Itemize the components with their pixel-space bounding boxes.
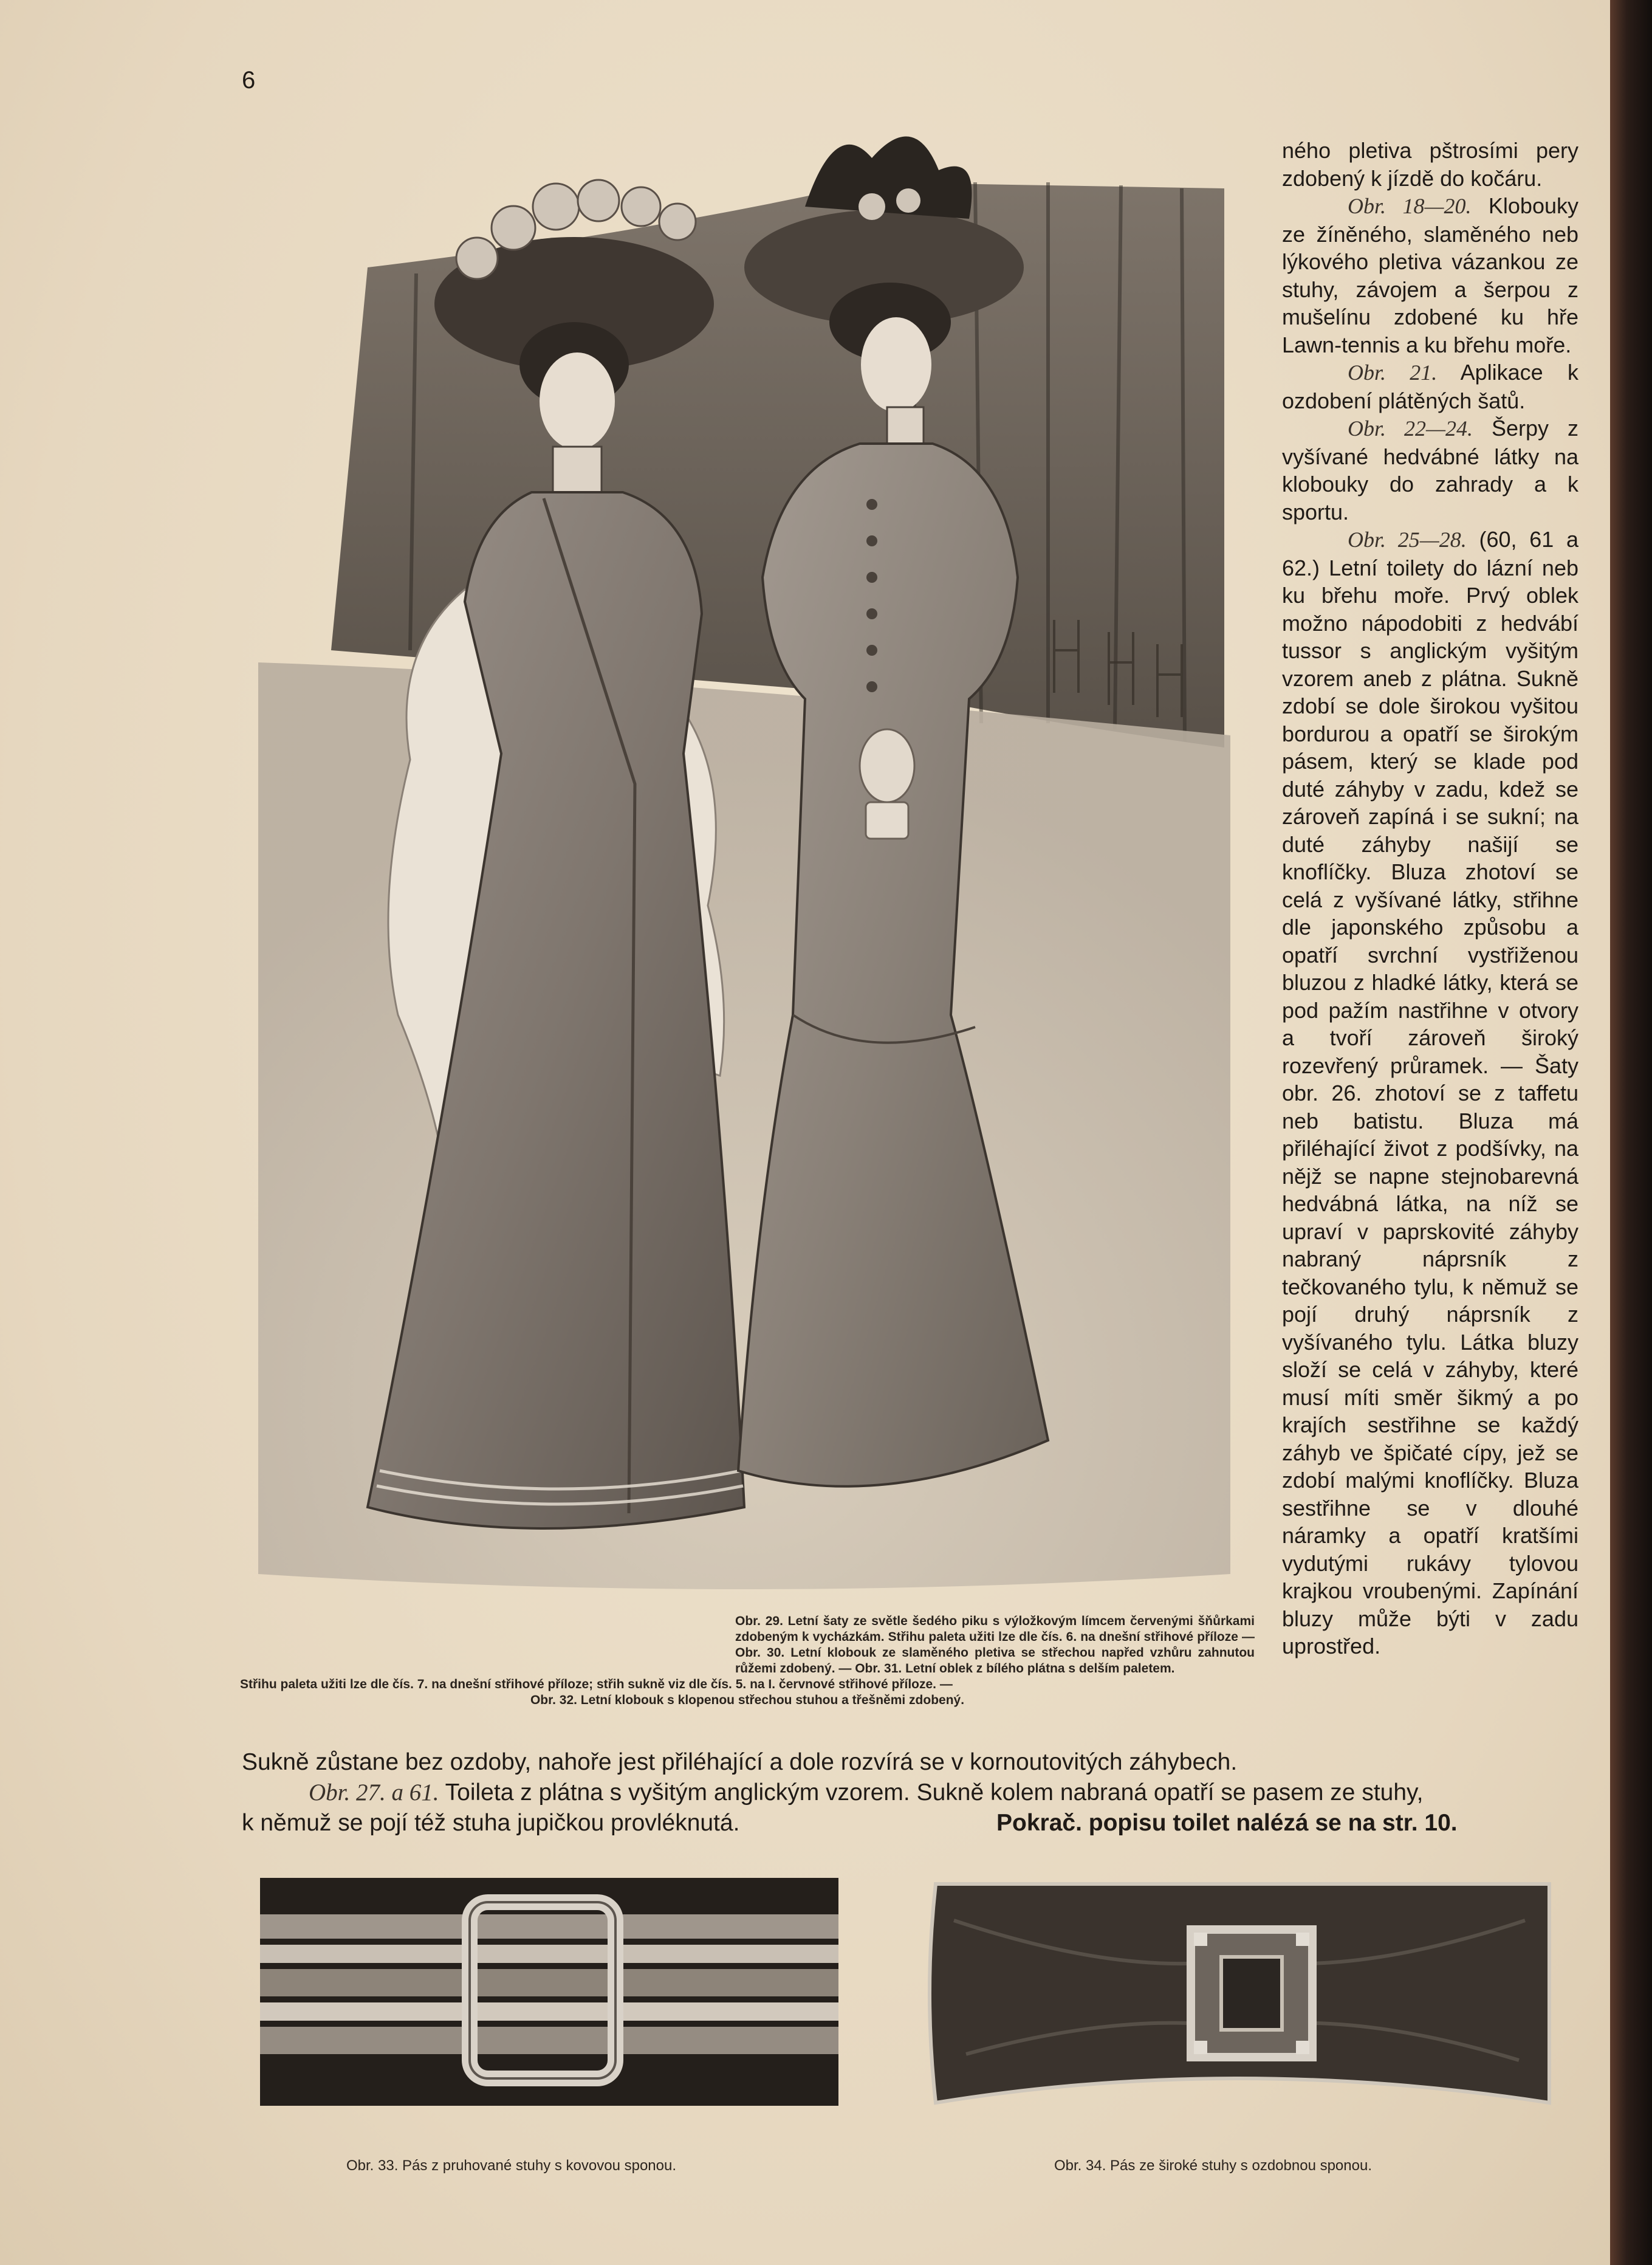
body-line-obr27	[242, 1778, 1578, 1808]
figure-ref: Obr. 21.	[1348, 360, 1438, 385]
body-line-k-nemuz: k němuž se pojí též stuha jupičkou provléknutá.	[242, 1810, 740, 1836]
right-text-column	[1282, 137, 1578, 1660]
belt-34-caption: Obr. 34. Pás ze široké stuhy s ozdobnou sponou.	[1054, 2157, 1372, 2174]
paragraph-text: Šerpy z vyšívané hedvábné látky na klobouky do zahrady a k sportu.	[1282, 416, 1579, 524]
illustration-drawing	[258, 115, 1230, 1604]
belt-33-caption: Obr. 33. Pás z pruhované stuhy s kovovou sponou.	[346, 2157, 676, 2174]
paragraph	[1282, 526, 1578, 1660]
caption-center-line: Obr. 32. Letní klobouk s klopenou střechou stuhou a třešněmi zdobený.	[530, 1693, 965, 1707]
paragraph	[1282, 414, 1578, 526]
caption-right-part: Obr. 29. Letní šaty ze světle šedého piku s výložkovým límcem červenými šňůrkami zdobeným k vycházkám. Střihu paleta užiti lze dle čís. 6. na dnešní střihové příloze — Obr. 30. Letní klobouk ze slaměného pletiva se střechou napřed vzhůru zahnutou růžemi zdobený. — Obr. 31. Letní oblek z bílého plátna s delším paletem.	[735, 1614, 1255, 1676]
belt-striped-ribbon-image	[260, 1878, 838, 2106]
body-line-text: Toileta z plátna s vyšitým anglickým vzorem. Sukně kolem nabraná opatří se pasem ze stuhy,	[439, 1779, 1424, 1806]
paragraph-text: Aplikace k ozdobení plátěných šatů.	[1282, 360, 1578, 413]
body-line-sukne: Sukně zůstane bez ozdoby, nahoře jest přiléhající a dole rozvírá se v kornoutovitých záhybech.	[242, 1749, 1238, 1775]
paragraph	[1282, 192, 1578, 359]
figure-ref: Obr. 27. a 61.	[309, 1779, 439, 1806]
continuation-note: Pokrač. popisu toilet nalézá se na str. 10.	[996, 1810, 1458, 1836]
figure-ref: Obr. 22—24.	[1348, 416, 1473, 441]
book-spine-edge	[1610, 0, 1652, 2265]
paragraph-text: (60, 61 a 62.) Letní toilety do lázní neb ku břehu moře. Prvý oblek možno nápodobiti z hedvábí tussor s anglickým vyšitým vzorem aneb z plátna. Sukně zdobí se dole širokou vyšitou bordurou a opatří se širokým pásem, který se klade pod duté záhyby v zadu, kdež se zároveň zapíná i se sukní; na duté záhyby našijí se knoflíčky. Bluza zhotoví se celá z vyšívané látky, střihne dle japonského způsobu a opatří svrchní vystřiženou bluzou z hladké látky, která se pod pažím nastřihne v otvory a tvoří zároveň široký rozevřený průramek. — Šaty obr. 26. zhotoví se z taffetu neb batistu. Bluza má přiléhající život z podšívky, na nějž se napne stejnobarevná hedvábná látka, na níž se upraví v paprskovité záhyby nabraný náprsník z tečkovaného tylu, k němuž se pojí druhý náprsník z vyšívaného tylu. Látka bluzy složí se celá v záhyby, které musí míti směr šikmý a po krajích sestřihne se každý záhyb ve špičaté cípy, jež se zdobí malými knoflíčky. Bluza sestřihne se v dlouhé náramky a opatří kratšími vydutými rukávy tylovou krajkou vroubenými. Zapínání bluzy může býti v zadu uprostřed.	[1282, 527, 1578, 1658]
page-number: 6	[242, 67, 256, 94]
figure-ref: Obr. 25—28.	[1348, 528, 1467, 552]
paragraph-text: Klobouky ze žíněného, slaměného neb lýkového pletiva vázankou ze stuhy, závojem a šerpou z mušelínu zdobené ku hře Lawn-tennis a ku břehu moře.	[1282, 193, 1578, 357]
paragraph-text: ného pletiva pštrosími pery zdobený k jízdě do kočáru.	[1282, 138, 1578, 191]
belt-wide-ribbon-image	[917, 1872, 1561, 2115]
caption-full-line: Střihu paleta užiti lze dle čís. 7. na dnešní střihové příloze; střih sukně viz dle čís. 5. na I. červnové střihové příloze. —	[240, 1677, 953, 1691]
illustration-caption	[240, 1614, 1255, 1708]
fashion-illustration	[258, 115, 1230, 1604]
paragraph	[1282, 359, 1578, 414]
paragraph	[1282, 137, 1578, 192]
figure-ref: Obr. 18—20.	[1348, 194, 1472, 218]
